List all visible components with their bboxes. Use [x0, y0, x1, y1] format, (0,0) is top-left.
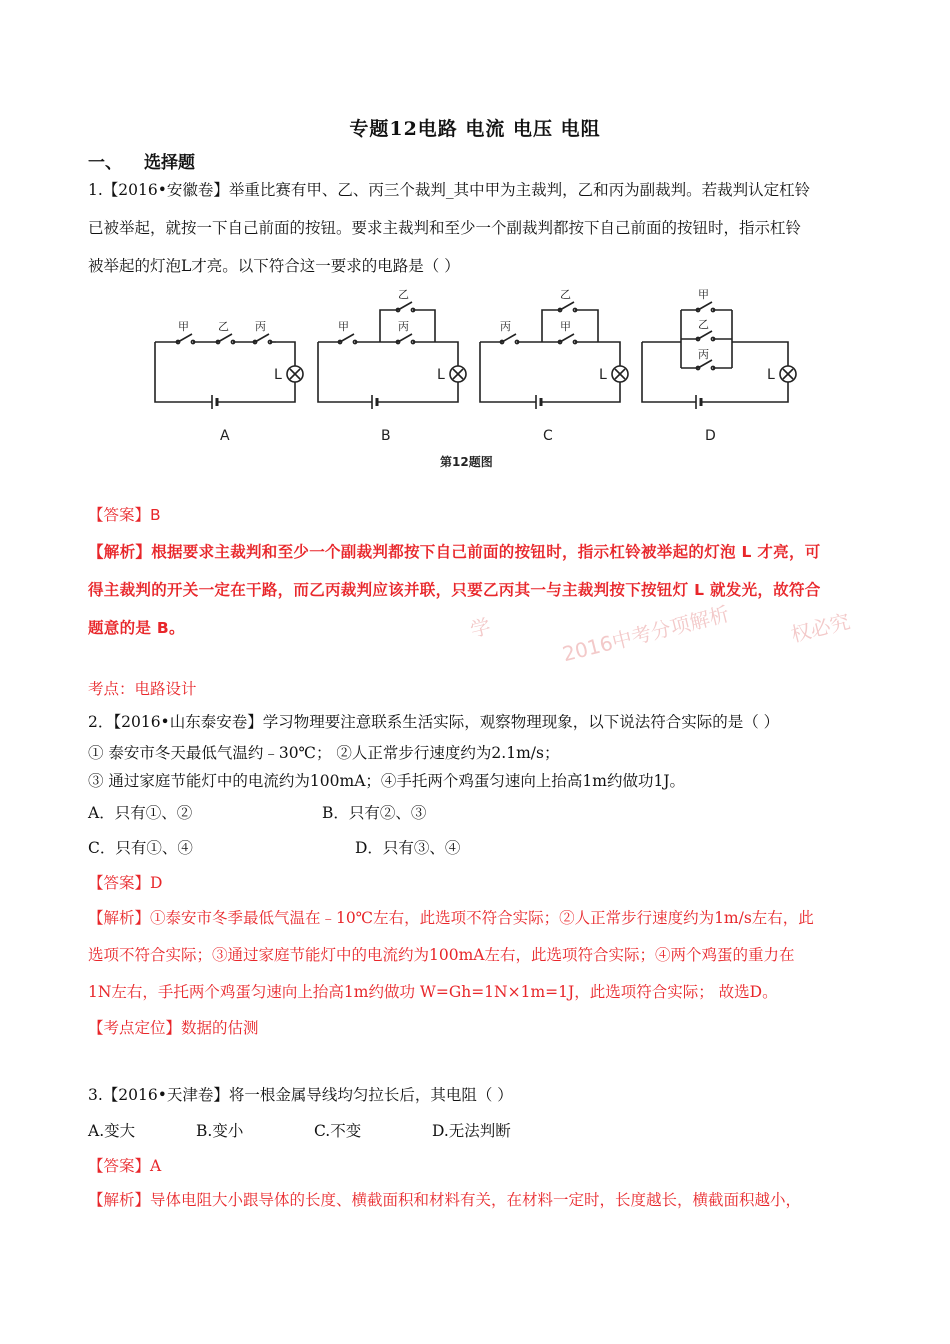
- section-label: 选择题: [144, 153, 195, 173]
- switch-label: 甲: [560, 320, 571, 333]
- switch-label: 甲: [178, 320, 189, 333]
- circuit-c: [480, 302, 628, 409]
- q3-answer: 【答案】A: [88, 1157, 162, 1175]
- q2-analysis-line-1: 【解析】①泰安市冬季最低气温在﹣10℃左右，此选项不符合实际；②人正常步行速度约为1m/s左右，此: [88, 909, 814, 927]
- q2-answer: 【答案】D: [88, 874, 163, 892]
- switch-label: 甲: [338, 320, 349, 333]
- switch-label: 乙: [218, 320, 229, 333]
- switch-label: 丙: [398, 320, 409, 333]
- circuit-figure: [140, 282, 810, 478]
- watermark: 2016中考分项解析: [559, 601, 732, 667]
- option-label-a: A: [220, 428, 230, 444]
- q2-line-2: ① 泰安市冬天最低气温约﹣30℃； ②人正常步行速度约为2.1m/s；: [88, 744, 560, 762]
- section-heading: [88, 148, 195, 173]
- figure-caption: 第12题图: [440, 455, 493, 469]
- q1-analysis-line-3: 题意的是 B。: [88, 619, 185, 637]
- switch-label: 甲: [698, 288, 709, 301]
- option-label-c: C: [543, 428, 553, 444]
- switch-label: 丙: [698, 348, 709, 361]
- q2-analysis-line-2: 选项不符合实际；③通过家庭节能灯中的电流约为100mA左右，此选项符合实际；④两个鸡蛋的重力在: [88, 946, 795, 964]
- q3-option-b: B.变小: [196, 1122, 244, 1140]
- q2-option-c: C．只有①、④: [88, 839, 193, 857]
- q3-option-c: C.不变: [314, 1122, 362, 1140]
- circuit-b: [318, 302, 466, 409]
- q2-option-d: D．只有③、④: [355, 839, 461, 857]
- q2-option-a: A．只有①、②: [88, 804, 193, 822]
- lamp-label: L: [767, 367, 775, 383]
- watermark: 权必究: [788, 609, 853, 647]
- lamp-label: L: [599, 367, 607, 383]
- q2-line-1: 2．【2016•山东泰安卷】学习物理要注意联系生活实际，观察物理现象，以下说法符合实际的是（ ）: [88, 713, 780, 731]
- switch-label: 乙: [560, 288, 571, 301]
- page-title: 专题12电路 电流 电压 电阻: [349, 118, 601, 140]
- watermark: 学: [467, 613, 493, 643]
- q3-analysis-line-1: 【解析】导体电阻大小跟导体的长度、横截面积和材料有关，在材料一定时，长度越长，横截面积越小，: [88, 1191, 802, 1209]
- q1-answer: 【答案】B: [88, 506, 161, 524]
- circuit-d: [642, 302, 796, 409]
- lamp-label: L: [437, 367, 445, 383]
- q3-line-1: 3.【2016•天津卷】将一根金属导线均匀拉长后，其电阻（ ）: [88, 1086, 513, 1104]
- switch-label: 丙: [500, 320, 511, 333]
- q2-line-3: ③ 通过家庭节能灯中的电流约为100mA；④手托两个鸡蛋匀速向上抬高1m约做功1J。: [88, 772, 686, 790]
- switch-label: 丙: [255, 320, 266, 333]
- section-number: 一、: [88, 153, 122, 173]
- q1-line-2: 已被举起，就按一下自己前面的按钮。要求主裁判和至少一个副裁判都按下自己前面的按钮时，指示杠铃: [88, 219, 802, 237]
- q1-analysis-line-1: 【解析】根据要求主裁判和至少一个副裁判都按下自己前面的按钮时，指示杠铃被举起的灯泡 L 才亮，可: [88, 543, 821, 561]
- q1-line-1: 1.【2016•安徽卷】举重比赛有甲、乙、丙三个裁判_其中甲为主裁判，乙和丙为副裁判。若裁判认定杠铃: [88, 181, 811, 199]
- q3-option-d: D.无法判断: [432, 1122, 511, 1140]
- switch-label: 乙: [698, 318, 709, 331]
- q2-point: 【考点定位】数据的估测: [88, 1019, 259, 1037]
- lamp-label: L: [274, 367, 282, 383]
- option-label-b: B: [381, 428, 391, 444]
- q1-line-3: 被举起的灯泡L才亮。以下符合这一要求的电路是（ ）: [88, 257, 460, 275]
- q2-analysis-line-3: 1N左右，手托两个鸡蛋匀速向上抬高1m约做功 W=Gh=1N×1m=1J，此选项符合实际； 故选D。: [88, 983, 778, 1001]
- option-label-d: D: [705, 428, 716, 444]
- q1-point: 考点：电路设计: [88, 680, 197, 698]
- switch-label: 乙: [398, 288, 409, 301]
- q2-option-b: B．只有②、③: [322, 804, 427, 822]
- q3-option-a: A.变大: [88, 1122, 136, 1140]
- q1-analysis-line-2: 得主裁判的开关一定在干路，而乙丙裁判应该并联，只要乙丙其一与主裁判按下按钮灯 L 就发光，故符合: [88, 581, 821, 599]
